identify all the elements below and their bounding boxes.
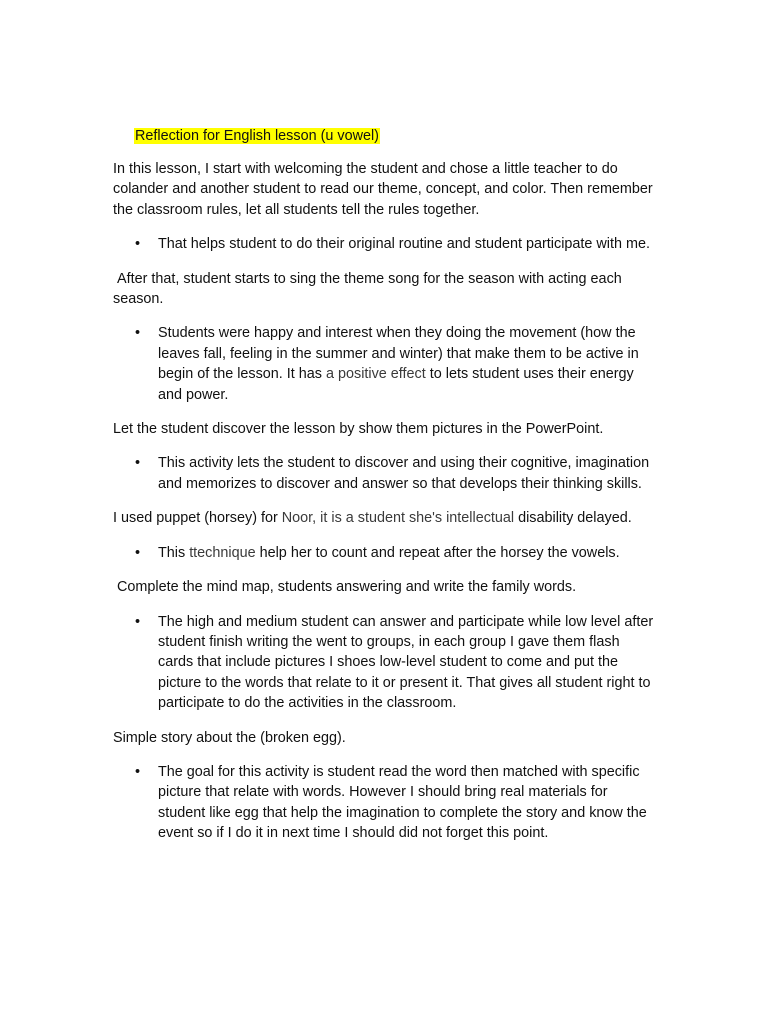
- bullet-list-cognitive: [113, 453, 658, 494]
- list-item: [113, 453, 658, 494]
- bullet-text-emphasis: a positive effect: [326, 366, 426, 383]
- highlighted-title-text: Reflection for English lesson (u vowel): [135, 128, 379, 144]
- bullet-icon: •: [135, 544, 141, 561]
- bullet-text: The goal for this activity is student read the word then matched with specific picture that relate with words. However I should bring real materials for student like egg that help the imagination to complete the story and know the event so if I do it in next time I should did not forget this point.: [158, 763, 647, 842]
- bullet-text-part: to lets student uses their energy and power.: [158, 366, 634, 403]
- list-item: [113, 612, 658, 714]
- bullet-icon: •: [135, 325, 141, 342]
- bullet-list-movement: [113, 323, 658, 405]
- bullet-list-technique: [113, 543, 658, 563]
- bullet-icon: •: [135, 455, 141, 472]
- paragraph-welcome: In this lesson, I start with welcoming the student and chose a little teacher to do colander and another student to read our theme, concept, and color. Then remember the classroom rules, let all students tell the rules together.: [113, 161, 653, 218]
- student-name-text: Noor, it is a student she's intellectual: [281, 510, 515, 527]
- document-title: [134, 126, 380, 146]
- list-item: [113, 762, 658, 844]
- list-item: [113, 323, 658, 405]
- bullet-list-routine: [113, 234, 658, 254]
- technique-word: ttechnique: [189, 544, 256, 561]
- paragraph-puppet: I used puppet (horsey) for Noor, it is a student she's intellectual disability delayed.: [113, 510, 632, 527]
- bullet-list-groups: [113, 612, 658, 714]
- paragraph-theme-song: After that, student starts to sing the theme song for the season with acting each season.: [113, 270, 622, 308]
- bullet-list-goal: [113, 762, 658, 844]
- bullet-icon: •: [135, 236, 141, 253]
- list-item: • This ttechnique help her to count and repeat after the horsey the vowels.: [113, 543, 658, 563]
- list-item: [113, 234, 658, 254]
- paragraph-simple-story: Simple story about the (broken egg).: [113, 729, 346, 746]
- document-body: [113, 159, 658, 844]
- bullet-text: The high and medium student can answer and participate while low level after student finish writing the went to groups, in each group I gave them flash cards that include pictures I shoes low-level student to come and put the picture to the words that relate to it or present it. That gives all student right to participate to do the activities in the classroom.: [158, 613, 654, 712]
- paragraph-discover: Let the student discover the lesson by show them pictures in the PowerPoint.: [113, 421, 604, 438]
- bullet-icon: •: [135, 763, 141, 780]
- bullet-text-part: Students were happy and interest when they doing the movement (how the leaves fall, feeling in the summer and winter) that make them to be active in begin of the lesson. It has: [158, 325, 639, 383]
- paragraph-mind-map: Complete the mind map, students answering and write the family words.: [117, 579, 577, 596]
- bullet-icon: •: [135, 613, 141, 630]
- bullet-text: That helps student to do their original routine and student participate with me.: [158, 236, 650, 253]
- bullet-text: This activity lets the student to discover and using their cognitive, imagination and memorizes to discover and answer so that develops their thinking skills.: [158, 455, 650, 492]
